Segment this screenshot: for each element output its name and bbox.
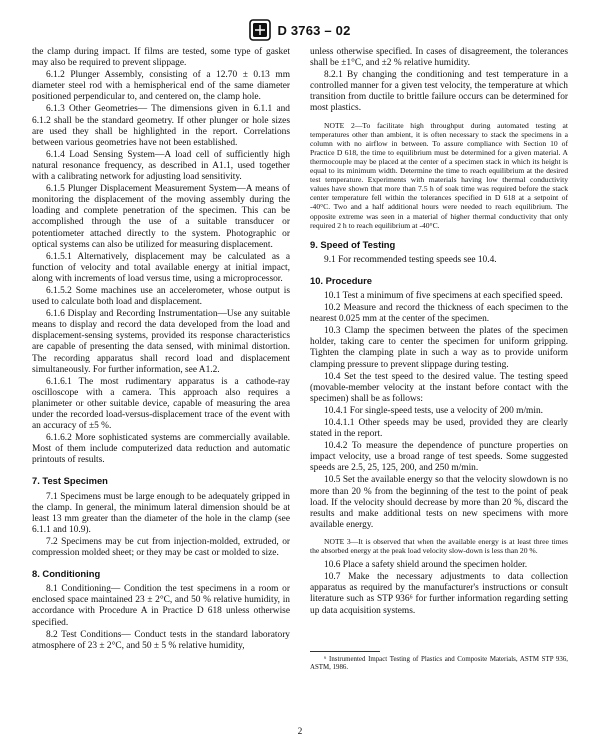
- paragraph: 6.1.6.1 The most rudimentary apparatus is a cathode-ray oscilloscope with a camera. This approach also requires a planimeter or other suitable device, capable of measuring the area under the recorded load-versus-displacement trace of the event with an accuracy of ±5 %.: [32, 376, 290, 432]
- paragraph: 8.2 Test Conditions— Conduct tests in the standard laboratory atmosphere of 23 ± 2°C, and 50 ± 5 % relative humidity,: [32, 629, 290, 651]
- page-number: 2: [297, 727, 303, 737]
- paragraph: 10.4 Set the test speed to the desired value. The testing speed (movable-member velocity at the instant before contact with the specimen) shall be as follows:: [310, 371, 568, 404]
- paragraph: 6.1.5 Plunger Displacement Measurement System—A means of monitoring the displacement of the moving assembly during the loading and complete penetration of the specimen. This can be accomplished through the use of a suitable transducer or potentiometer attached directly to the system. Photographic or optical systems can also be utilized for measuring displacement.: [32, 184, 290, 250]
- left-column: [32, 46, 290, 652]
- paragraph: 6.1.5.1 Alternatively, displacement may be calculated as a function of velocity and total available energy at initial impact, along with increments of load versus time, using a microprocessor.: [32, 251, 290, 284]
- document-designation: D 3763 – 02: [277, 22, 351, 38]
- paragraph: 8.2.1 By changing the conditioning and test temperature in a controlled manner for a given test velocity, the temperature at which transition from ductile to brittle failure occurs can be determined for most plastics.: [310, 70, 568, 114]
- astm-logo-icon: [249, 19, 271, 41]
- paragraph: 10.3 Clamp the specimen between the plates of the specimen holder, taking care to center the specimen for uniform gripping. Tighten the clamping plate in such a way as to provide uniform clamping pressure to prevent slippage during testing.: [310, 326, 568, 370]
- paragraph: 10.4.1.1 Other speeds may be used, provided they are clearly stated in the report.: [310, 418, 568, 440]
- paragraph: 6.1.2 Plunger Assembly, consisting of a 12.70 ± 0.13 mm diameter steel rod with a hemispherical end of the same diameter positioned perpendicular to, and centered on, the clamp hole.: [32, 70, 290, 103]
- paragraph: 7.2 Specimens may be cut from injection-molded, extruded, or compression molded sheet; or they may be cast or molded to size.: [32, 536, 290, 559]
- paragraph: 10.5 Set the available energy so that the velocity slowdown is no more than 20 % from the beginning of the test to the point of peak load. If the velocity should decrease by more than 20 %, discard the results and make additional tests on new specimens with more available energy.: [310, 475, 568, 530]
- paragraph: 6.1.5.2 Some machines use an accelerometer, whose output is used to calculate both load and displacement.: [32, 285, 290, 308]
- paragraph: 10.4.1 For single-speed tests, use a velocity of 200 m/min.: [324, 405, 543, 416]
- paragraph: 10.1 Test a minimum of five specimens at each specified speed.: [324, 290, 563, 301]
- footnote-rule: [310, 651, 380, 652]
- page-header: [0, 18, 600, 42]
- right-column: [310, 46, 568, 673]
- note-text: NOTE 2—To facilitate high throughput during automated testing at temperatures other than ambient, it is often necessary to stack the specimens in a column with no airflow in between. To assure compliance with Section 10 of Practice D 618, the time to equilibrium must be determined for a given material. A thermocouple may be placed at the center of a specimen stack in which its height is equal to its minimum width. Determine the time to reach equilibrium at the desired test temperature. Experiments with materials having low thermal conductivity values have shown that more than 7.5 h of soak time was required before the stack center temperature fell within the tolerances specified in D 618 at a setpoint of -40°C. Two and a half additional hours were needed to reach equilibrium. The opposite extreme was seen in a material of higher thermal conductivity that only required 2 h to reach equilibrium at -40°C.: [310, 120, 568, 230]
- paragraph: 10.6 Place a safety shield around the specimen holder.: [324, 560, 528, 571]
- paragraph: 9.1 For recommended testing speeds see 10.4.: [324, 254, 497, 265]
- paragraph: 8.1 Conditioning— Condition the test specimens in a room or enclosed space maintained 23 ± 2°C, and 50 % relative humidity, in accordance with Procedure A in Practice D 618 unless otherwise specified.: [32, 584, 290, 628]
- paragraph: unless otherwise specified. In cases of disagreement, the tolerances shall be ±1°C, and ±2 % relative humidity.: [310, 47, 568, 69]
- paragraph: 6.1.6.2 More sophisticated systems are commercially available. Most of them include computerized data reduction and automatic printouts of results.: [32, 433, 290, 466]
- section-heading: 9. Speed of Testing: [310, 238, 396, 250]
- note-text: NOTE 3—It is observed that when the available energy is at least three times the absorbed energy at the peak load velocity slow-down is less than 20 %.: [310, 536, 568, 556]
- paragraph: 6.1.3 Other Geometries— The dimensions given in 6.1.1 and 6.1.2 shall be the standard geometry. If other plunger or hole sizes are used they shall be highlighted in the report. Correlations between various geometries have not been established.: [32, 104, 290, 148]
- paragraph: 10.4.2 To measure the dependence of puncture properties on impact velocity, use a broad range of test speeds. Some suggested speeds are 2.5, 25, 125, 200, and 250 m/min.: [310, 441, 568, 474]
- paragraph: 10.2 Measure and record the thickness of each specimen to the nearest 0.025 mm at the center of the specimen.: [310, 303, 568, 325]
- paragraph: 10.7 Make the necessary adjustments to data collection apparatus as required by the manufacturer's instructions or consult literature such as STP 936⁶ for further information regarding setting up data acquisition systems.: [310, 572, 568, 616]
- footnote: ⁶ Instrumented Impact Testing of Plastics and Composite Materials, ASTM STP 936, ASTM, 1986.: [310, 655, 568, 672]
- section-heading: 8. Conditioning: [32, 568, 101, 580]
- paragraph: the clamp during impact. If films are tested, some type of gasket may also be required to prevent slippage.: [32, 47, 290, 69]
- paragraph: 6.1.6 Display and Recording Instrumentation—Use any suitable means to display and record the data developed from the load and displacement-sensing systems, provided its response characteristics are capable of presenting the data sensed, with minimal distortion. The recording apparatus shall record load and displacement simultaneously. For further information, see A1.2.: [32, 309, 290, 375]
- section-heading: 7. Test Specimen: [32, 475, 108, 487]
- paragraph: 7.1 Specimens must be large enough to be adequately gripped in the clamp. In general, the minimum lateral dimension should be at least 13 mm greater than the diameter of the hole in the clamp (see 6.1.1 and 10.9).: [32, 491, 290, 535]
- section-heading: 10. Procedure: [310, 274, 373, 286]
- paragraph: 6.1.4 Load Sensing System—A load cell of sufficiently high natural resonance frequency, as described in A1.1, used together with a calibrating network for adjusting load sensitivity.: [32, 149, 290, 183]
